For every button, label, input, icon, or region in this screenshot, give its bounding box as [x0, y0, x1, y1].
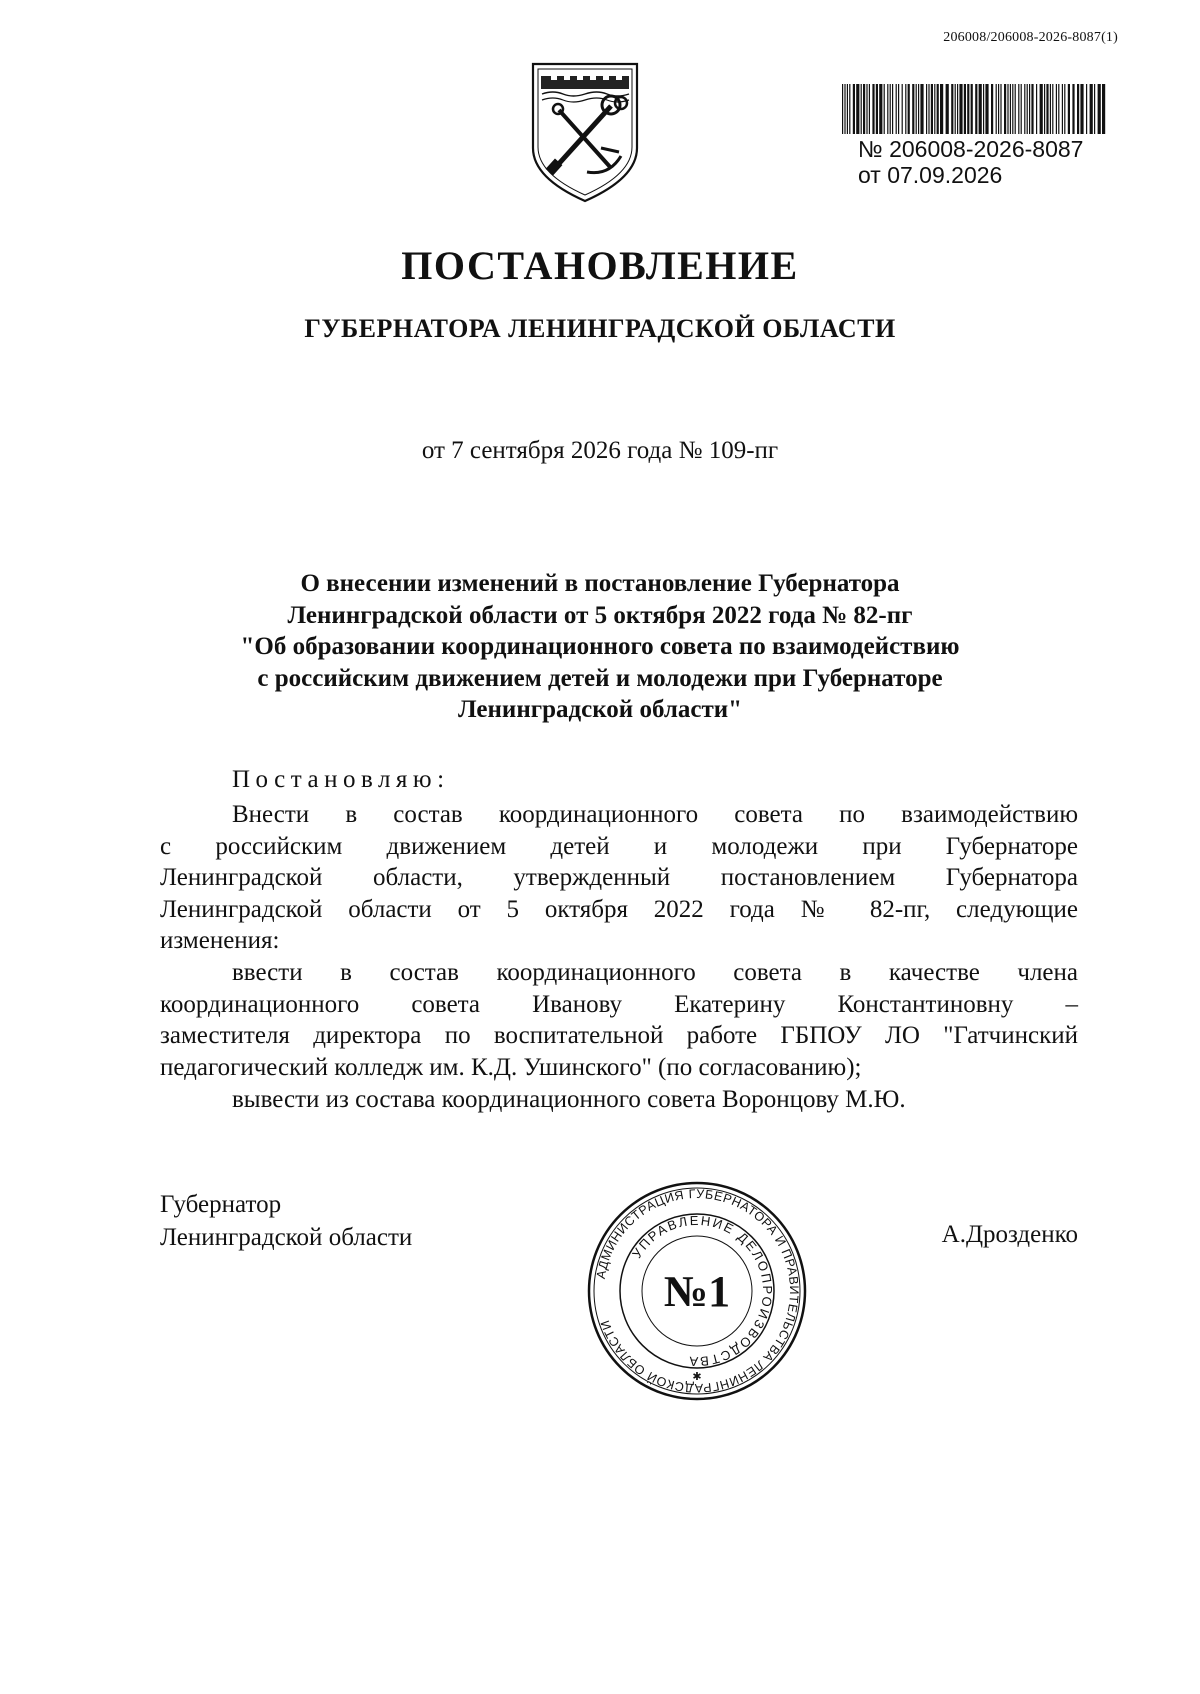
body-line: изменения: — [160, 927, 280, 954]
seal-inner-text: УПРАВЛЕНИЕ ДЕЛОПРОИЗВОДСТВА — [628, 1212, 776, 1370]
barcode-bar — [1090, 84, 1093, 134]
barcode-bar — [1024, 84, 1025, 134]
barcode-bar — [1000, 84, 1001, 134]
body-paragraph-2 — [160, 957, 1078, 1083]
barcode-bar — [884, 84, 885, 134]
barcode-bar — [1012, 84, 1013, 134]
barcode-bar — [1062, 84, 1063, 134]
document-reference: 206008/206008-2026-8087(1) — [943, 30, 1118, 45]
barcode-bar — [1058, 84, 1059, 134]
barcode-bar — [1029, 84, 1030, 134]
barcode-bar — [866, 84, 867, 134]
subject-line: с российским движением детей и молодежи при Губернаторе — [257, 664, 943, 692]
seal-outer-text: АДМИНИСТРАЦИЯ ГУБЕРНАТОРА И ПРАВИТЕЛЬСТВА ЛЕНИНГРАДСКОЙ ОБЛАСТИ — [593, 1186, 802, 1396]
barcode-bar — [1007, 84, 1008, 134]
barcode-bar — [1098, 84, 1101, 134]
signatory-position-line: Губернатор — [160, 1191, 282, 1218]
barcode-bar — [844, 84, 845, 134]
barcode-bar — [1080, 84, 1083, 134]
barcode-bar — [1102, 84, 1105, 134]
barcode-bar — [876, 84, 878, 134]
barcode-bar — [905, 84, 906, 134]
barcode-bar — [946, 84, 949, 134]
body-line: с российским движением детей и молодежи при Губернаторе — [160, 832, 1078, 860]
barcode-bar — [928, 84, 929, 134]
barcode-bar — [1044, 84, 1045, 134]
registration-number: № 206008-2026-8087 — [858, 136, 1084, 162]
barcode-bar — [912, 84, 914, 134]
body-line: ввести в состав координационного совета в качестве члена — [232, 959, 1078, 986]
document-type-title: ПОСТАНОВЛЕНИЕ — [401, 243, 799, 288]
barcode-bar — [872, 84, 874, 134]
barcode-bar — [1068, 84, 1070, 134]
barcode-bar — [890, 84, 891, 134]
barcode-bar — [1015, 84, 1016, 134]
barcode-bar — [1031, 84, 1033, 134]
barcode-bar — [908, 84, 910, 134]
barcode-bar — [842, 84, 843, 134]
body-line: Ленинградской области, утвержденный постановлением Губернатора — [160, 864, 1078, 891]
barcode-bar — [902, 84, 903, 134]
barcode-bar — [955, 84, 956, 134]
barcode-bar — [957, 84, 958, 134]
barcode-bar — [1056, 84, 1057, 134]
barcode-bar — [847, 84, 848, 134]
barcode-bar — [959, 84, 962, 134]
subject-line: Ленинградской области" — [457, 696, 743, 723]
barcode-bar — [918, 84, 919, 134]
coat-of-arms-icon — [525, 60, 645, 205]
body-line: заместителя директора по воспитательной работе ГБПОУ ЛО "Гатчинский — [160, 1022, 1078, 1049]
barcode-bar — [861, 84, 862, 134]
barcode-bar — [892, 84, 893, 134]
barcode-bar — [1094, 84, 1095, 134]
registration-date: от 07.09.2026 — [858, 162, 1003, 188]
barcode-bar — [1040, 84, 1043, 134]
barcode-bar — [887, 84, 888, 134]
body-line: вывести из состава координационного совета Воронцову М.Ю. — [232, 1086, 906, 1113]
document-date-number: от 7 сентября 2026 года № 109-пг — [421, 437, 779, 464]
signatory-position — [160, 1188, 412, 1254]
barcode-bar — [1018, 84, 1019, 134]
barcode-bar — [853, 84, 855, 134]
barcode-icon — [840, 84, 1108, 142]
barcode-bar — [879, 84, 882, 134]
subject-line: "Об образовании координационного совета по взаимодействию — [240, 633, 960, 660]
body-line: Ленинградской области от 5 октября 2022 года № 82-пг, следующие — [160, 895, 1078, 923]
body-line: педагогический колледж им. К.Д. Ушинского" (по согласованию); — [160, 1053, 862, 1081]
barcode-bar — [998, 84, 999, 134]
barcode-bar — [967, 84, 969, 134]
seal-center-text: №1 — [663, 1267, 731, 1316]
decree-word: Постановляю: — [232, 766, 450, 793]
barcode-bar — [849, 84, 850, 134]
barcode-bar — [991, 84, 993, 134]
official-seal-icon — [586, 1180, 808, 1402]
issuer-title: ГУБЕРНАТОРА ЛЕНИНГРАДСКОЙ ОБЛАСТИ — [304, 314, 896, 343]
barcode-bar — [1077, 84, 1079, 134]
barcode-bar — [983, 84, 984, 134]
body-paragraph-3 — [160, 1084, 1078, 1116]
barcode-bar — [951, 84, 953, 134]
barcode-bar — [964, 84, 966, 134]
barcode-bar — [1072, 84, 1074, 134]
barcode-bar — [996, 84, 997, 134]
barcode-bar — [931, 84, 933, 134]
barcode-bar — [856, 84, 859, 134]
barcode-bar — [869, 84, 870, 134]
barcode-bar — [920, 84, 923, 134]
barcode-bar — [934, 84, 935, 134]
body-paragraph-1 — [160, 799, 1078, 957]
barcode-bar — [916, 84, 917, 134]
barcode-bar — [979, 84, 982, 134]
barcode-bar — [1050, 84, 1051, 134]
barcode-bar — [1027, 84, 1028, 134]
body-line: координационного совета Иванову Екатерину Константиновну – — [160, 990, 1078, 1018]
barcode-bar — [926, 84, 927, 134]
barcode-bar — [1046, 84, 1048, 134]
barcode-bar — [975, 84, 977, 134]
body-line: Внести в состав координационного совета по взаимодействию — [232, 801, 1078, 828]
barcode-bar — [896, 84, 897, 134]
barcode-bar — [1021, 84, 1022, 134]
barcode-bar — [1004, 84, 1006, 134]
barcode-bar — [1010, 84, 1011, 134]
svg-text:✱: ✱ — [692, 1370, 702, 1383]
barcode-bar — [863, 84, 865, 134]
signatory-name: А.Дрозденко — [941, 1221, 1078, 1248]
document-subject — [150, 568, 1050, 726]
barcode-bar — [940, 84, 943, 134]
barcode-bar — [1086, 84, 1087, 134]
barcode-bar — [937, 84, 939, 134]
barcode-bar — [898, 84, 899, 134]
signatory-position-line: Ленинградской области — [160, 1224, 413, 1251]
barcode-bar — [1052, 84, 1053, 134]
subject-line: О внесении изменений в постановление Губернатора — [300, 570, 900, 597]
barcode-bar — [985, 84, 988, 134]
barcode-bar — [971, 84, 973, 134]
barcode-bar — [1036, 84, 1037, 134]
subject-line: Ленинградской области от 5 октября 2022 года № 82-пг — [287, 601, 913, 629]
barcode-bar — [1064, 84, 1065, 134]
